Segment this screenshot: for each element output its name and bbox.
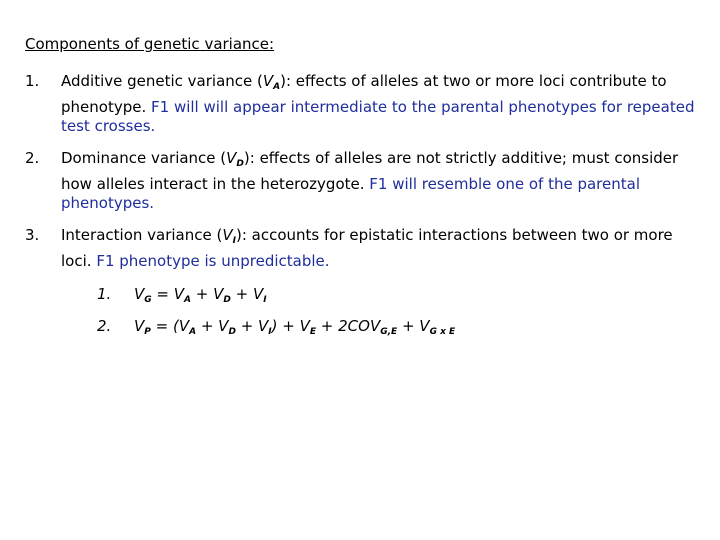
item-label: Additive genetic variance ( xyxy=(61,72,263,90)
variance-subscript: D xyxy=(236,159,244,169)
equation-number: 1. xyxy=(97,285,112,303)
list-item-text xyxy=(61,149,705,214)
item-highlight: F1 phenotype is unpredictable. xyxy=(96,251,330,270)
item-highlight: F1 will resemble one of the parental phenotypes. xyxy=(61,174,640,212)
list-item-additive xyxy=(25,72,705,137)
variance-symbol: V xyxy=(262,72,274,90)
list-item-number: 2. xyxy=(25,149,40,167)
variance-symbol: V xyxy=(226,149,237,167)
variance-symbol: V xyxy=(222,226,233,244)
list-item-interaction xyxy=(25,226,705,271)
item-label: Dominance variance ( xyxy=(61,149,227,167)
equation-number: 2. xyxy=(97,317,112,335)
equation-expression: $V_P = (V_A + V_D + V_I) + V_E + 2COV_{G,E} + V_{G x E}$ xyxy=(134,317,456,337)
list-item-number: 3. xyxy=(25,226,40,244)
slide-title: Components of genetic variance: xyxy=(25,35,275,53)
variance-subscript: I xyxy=(232,236,236,246)
item-description: ): accounts for epistatic interactions between two or more loci. xyxy=(61,226,673,270)
list-item-text xyxy=(61,72,705,137)
item-label: Interaction variance ( xyxy=(61,226,223,244)
variance-subscript: A xyxy=(273,82,281,92)
list-item-text xyxy=(61,226,705,271)
item-highlight: F1 will will appear intermediate to the parental phenotypes for repeated test crosses. xyxy=(61,97,695,135)
item-description: ): effects of alleles at two or more loci contribute to phenotype. xyxy=(61,72,667,116)
list-item-dominance xyxy=(25,149,705,214)
item-description: ): effects of alleles are not strictly additive; must consider how alleles interact in the heterozygote. xyxy=(61,149,679,193)
list-item-number: 1. xyxy=(25,72,40,90)
equation-expression: $V_G = V_A + V_D + V_I$ xyxy=(134,285,267,305)
